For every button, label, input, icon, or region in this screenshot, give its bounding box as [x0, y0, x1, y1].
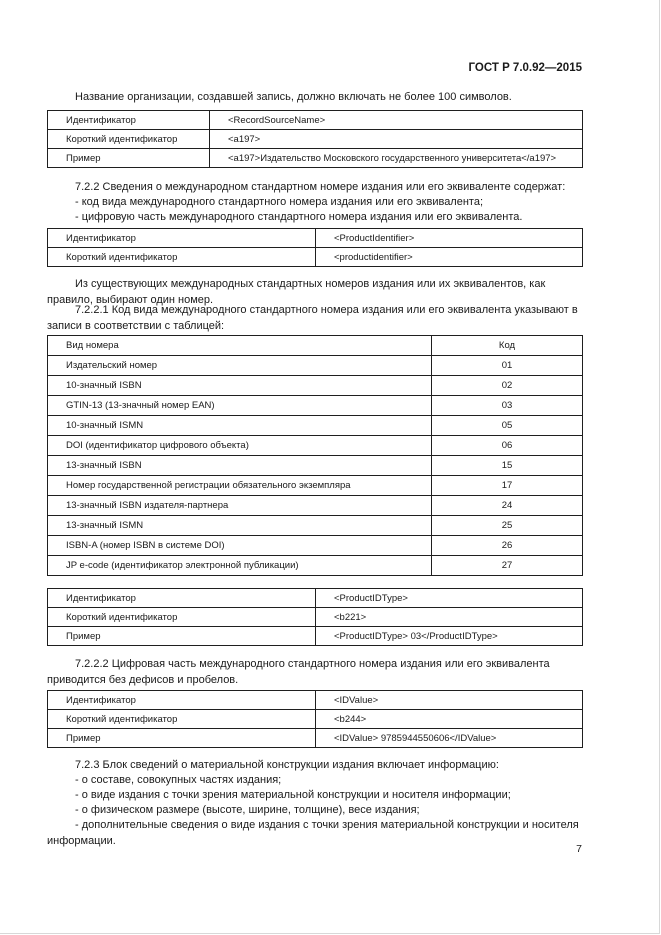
paragraph-7222: 7.2.2.2 Цифровая часть международного стандартного номера издания или его эквивалента приводится без дефисов и пробелов.	[47, 658, 550, 686]
number-code: 05	[432, 416, 583, 436]
number-code: 01	[432, 356, 583, 376]
section-722-item-2: - цифровую часть международного стандартного номера издания или его эквивалента.	[75, 211, 523, 223]
row-label: Идентификатор	[48, 691, 316, 710]
paragraph-number-choice: Из существующих международных стандартных номеров издания или их эквивалентов, как правило, выбирают один номер.	[47, 278, 546, 306]
row-value: <ProductIDType> 03</ProductIDType>	[316, 627, 583, 646]
table-row	[48, 111, 583, 130]
number-code: 03	[432, 396, 583, 416]
number-kind: 10-значный ISMN	[48, 416, 432, 436]
number-code: 15	[432, 456, 583, 476]
section-722-item-1: - код вида международного стандартного номера издания или его эквивалента;	[75, 196, 484, 208]
row-label: Короткий идентификатор	[48, 248, 316, 267]
table-row	[48, 691, 583, 710]
row-value: <IDValue> 9785944550606</IDValue>	[316, 729, 583, 748]
table-row	[48, 556, 583, 576]
section-723-item-3: - о физическом размере (высоте, ширине, толщине), весе издания;	[75, 804, 420, 816]
number-kind: 13-значный ISBN	[48, 456, 432, 476]
number-kind: 10-значный ISBN	[48, 376, 432, 396]
row-label: Короткий идентификатор	[48, 130, 210, 149]
table-row	[48, 396, 583, 416]
table-row	[48, 496, 583, 516]
record-source-table	[47, 110, 583, 168]
row-label: Идентификатор	[48, 111, 210, 130]
table-row	[48, 248, 583, 267]
table-row	[48, 149, 583, 168]
number-kind: DOI (идентификатор цифрового объекта)	[48, 436, 432, 456]
table-row	[48, 376, 583, 396]
section-723-item-2: - о виде издания с точки зрения материальной конструкции и носителя информации;	[75, 789, 511, 801]
number-kind: ISBN-A (номер ISBN в системе DOI)	[48, 536, 432, 556]
table-row	[48, 589, 583, 608]
column-header-kind: Вид номера	[48, 336, 432, 356]
section-723-item-1: - о составе, совокупных частях издания;	[75, 774, 282, 786]
table-row	[48, 476, 583, 496]
number-code: 02	[432, 376, 583, 396]
number-kind: Издательский номер	[48, 356, 432, 376]
row-label: Короткий идентификатор	[48, 608, 316, 627]
row-value: <productidentifier>	[316, 248, 583, 267]
product-identifier-table	[47, 228, 583, 267]
row-value: <a197>Издательство Московского государственного университета</a197>	[210, 149, 583, 168]
row-label: Пример	[48, 149, 210, 168]
number-kind: 13-значный ISBN издателя-партнера	[48, 496, 432, 516]
table-row	[48, 627, 583, 646]
number-code: 26	[432, 536, 583, 556]
number-code: 17	[432, 476, 583, 496]
row-label: Идентификатор	[48, 229, 316, 248]
page-number: 7	[576, 843, 582, 855]
number-kind: GTIN-13 (13-значный номер EAN)	[48, 396, 432, 416]
table-row	[48, 710, 583, 729]
column-header-code: Код	[432, 336, 583, 356]
table-row	[48, 356, 583, 376]
table-row	[48, 536, 583, 556]
document-code-header: ГОСТ Р 7.0.92—2015	[468, 62, 582, 74]
number-kind: 13-значный ISMN	[48, 516, 432, 536]
number-code: 24	[432, 496, 583, 516]
section-723-intro: 7.2.3 Блок сведений о материальной конструкции издания включает информацию:	[75, 759, 499, 771]
row-value: <IDValue>	[316, 691, 583, 710]
paragraph-7221: 7.2.2.1 Код вида международного стандартного номера издания или его эквивалента указывают в записи в соответствии с таблицей:	[47, 304, 578, 332]
table-row	[48, 456, 583, 476]
section-723-item-4: - дополнительные сведения о виде издания с точки зрения материальной конструкции и носителя информации.	[47, 819, 579, 847]
row-label: Пример	[48, 627, 316, 646]
row-label: Идентификатор	[48, 589, 316, 608]
table-row	[48, 130, 583, 149]
table-row	[48, 416, 583, 436]
table-header-row	[48, 336, 583, 356]
row-value: <ProductIDType>	[316, 589, 583, 608]
table-row	[48, 516, 583, 536]
id-value-table	[47, 690, 583, 748]
table-row	[48, 729, 583, 748]
table-row	[48, 229, 583, 248]
row-value: <a197>	[210, 130, 583, 149]
row-value: <b244>	[316, 710, 583, 729]
table-row	[48, 436, 583, 456]
row-label: Пример	[48, 729, 316, 748]
paragraph-organization-name: Название организации, создавшей запись, должно включать не более 100 символов.	[75, 91, 512, 103]
row-value: <RecordSourceName>	[210, 111, 583, 130]
row-value: <ProductIdentifier>	[316, 229, 583, 248]
number-code: 25	[432, 516, 583, 536]
number-kind: JP e-code (идентификатор электронной публикации)	[48, 556, 432, 576]
product-id-type-table	[47, 588, 583, 646]
number-codes-table	[47, 335, 583, 576]
number-code: 06	[432, 436, 583, 456]
number-kind: Номер государственной регистрации обязательного экземпляра	[48, 476, 432, 496]
table-row	[48, 608, 583, 627]
row-value: <b221>	[316, 608, 583, 627]
section-722-intro: 7.2.2 Сведения о международном стандартном номере издания или его эквиваленте содержат:	[75, 181, 566, 193]
number-code: 27	[432, 556, 583, 576]
row-label: Короткий идентификатор	[48, 710, 316, 729]
